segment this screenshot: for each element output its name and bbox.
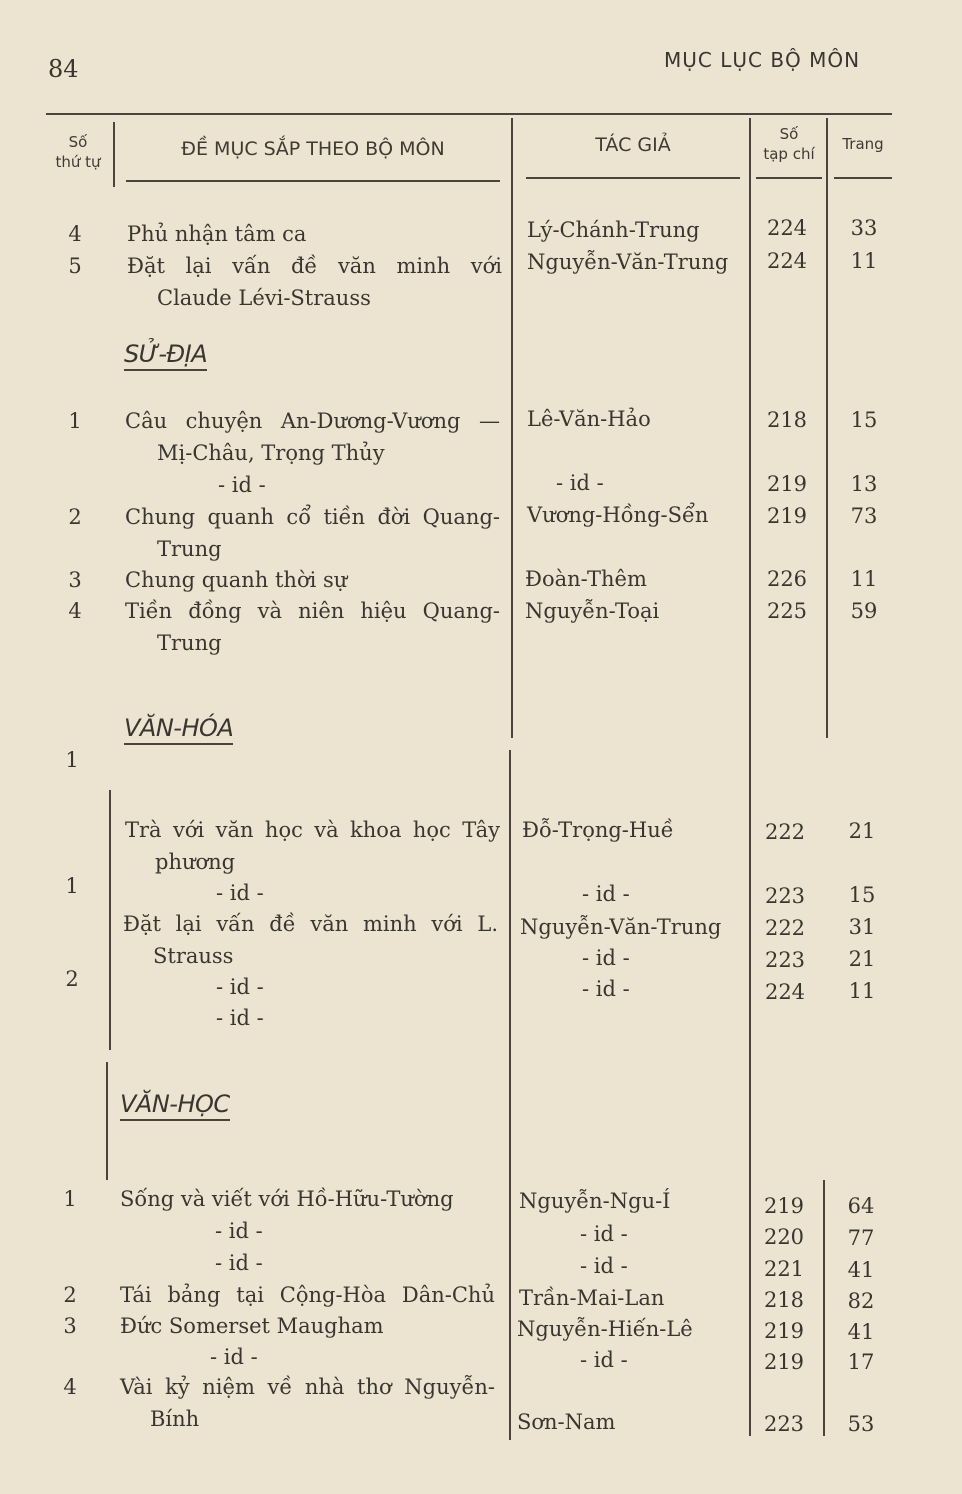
entry-index: 2 (63, 1283, 77, 1307)
entry-author-id: - id - (556, 471, 604, 495)
column-divider-issue (826, 118, 828, 738)
entry-issue: 222 (764, 820, 806, 844)
entry-title: Vài kỷ niệm về nhà thơ Nguyễn- (120, 1375, 495, 1399)
entry-page: 31 (848, 915, 876, 939)
header-title: ĐỀ MỤC SẮP THEO BỘ MÔN (181, 138, 445, 160)
entry-author: Vương-Hồng-Sển (527, 503, 709, 527)
entry-title: Sống và viết với Hồ-Hữu-Tường (120, 1187, 454, 1211)
entry-page: 73 (850, 504, 878, 528)
column-divider-index (113, 122, 115, 187)
entry-index: 5 (68, 254, 82, 278)
entry-index: 1 (68, 409, 82, 433)
entry-page: 82 (847, 1289, 875, 1313)
entry-author: Nguyễn-Ngu-Í (519, 1189, 671, 1213)
entry-page: 53 (847, 1412, 875, 1436)
entry-index: 2 (68, 505, 82, 529)
entry-page: 33 (850, 216, 878, 240)
header-underline-issue (756, 177, 822, 179)
entry-title-id: - id - (216, 975, 264, 999)
entry-title-continued: Mị-Châu, Trọng Thủy (157, 441, 385, 465)
entry-page: 17 (847, 1350, 875, 1374)
entry-title-id: - id - (210, 1345, 258, 1369)
entry-issue: 220 (763, 1225, 805, 1249)
entry-title: Câu chuyện An-Dương-Vương — (125, 409, 500, 433)
entry-page: 64 (847, 1194, 875, 1218)
entry-title-continued: Trung (157, 631, 222, 655)
entry-page: 59 (850, 599, 878, 623)
entry-title-id: - id - (216, 881, 264, 905)
entry-title-continued: Trung (157, 537, 222, 561)
entry-issue: 223 (764, 884, 806, 908)
entry-index: 1 (65, 874, 79, 898)
entry-author: Nguyễn-Toại (525, 599, 660, 623)
header-underline-title (126, 180, 500, 182)
header-issue (756, 124, 822, 164)
entry-title-id: - id - (215, 1219, 263, 1243)
entry-issue: 219 (763, 1319, 805, 1343)
entry-issue: 224 (766, 249, 808, 273)
section-heading-van-hoc: VĂN-HỌC (120, 1090, 230, 1121)
entry-page: 21 (848, 819, 876, 843)
entry-title: Tiền đồng và niên hiệu Quang- (125, 599, 500, 623)
entry-title: Đặt lại vấn đề văn minh với (127, 254, 502, 278)
entry-title: Phủ nhận tâm ca (127, 222, 307, 246)
entry-author-id: - id - (582, 946, 630, 970)
entry-issue: 219 (766, 472, 808, 496)
header-issue-line1: Số (779, 125, 799, 143)
entry-issue: 219 (763, 1350, 805, 1374)
entry-issue: 223 (764, 948, 806, 972)
entry-title-continued: phương (155, 850, 236, 874)
entry-page: 77 (847, 1226, 875, 1250)
entry-page: 11 (850, 567, 878, 591)
header-index (46, 132, 110, 172)
entry-author: Nguyễn-Văn-Trung (520, 915, 722, 939)
page-number: 84 (48, 55, 79, 83)
entry-author: Nguyễn-Hiến-Lê (517, 1317, 693, 1341)
entry-page: 41 (847, 1320, 875, 1344)
entry-index: 4 (68, 599, 82, 623)
entry-page: 11 (850, 249, 878, 273)
entry-title: Chung quanh thời sự (125, 568, 348, 592)
entry-author: Sơn-Nam (517, 1410, 616, 1434)
entry-title: Tái bảng tại Cộng-Hòa Dân-Chủ (120, 1283, 495, 1307)
header-underline-author (526, 177, 740, 179)
entry-issue: 218 (763, 1288, 805, 1312)
entry-issue: 226 (766, 567, 808, 591)
entry-index: 3 (63, 1314, 77, 1338)
entry-title-id: - id - (216, 1006, 264, 1030)
entry-author-id: - id - (580, 1222, 628, 1246)
entry-title-id: - id - (215, 1251, 263, 1275)
entry-issue: 221 (763, 1257, 805, 1281)
entry-title-id: - id - (218, 473, 266, 497)
section-heading-su-dia: SỬ-ĐỊA (124, 340, 207, 371)
entry-page: 15 (848, 883, 876, 907)
header-index-line2: thứ tự (55, 153, 101, 171)
entry-index: 1 (63, 1187, 77, 1211)
column-divider-title-lower (509, 750, 511, 1440)
column-divider-author (749, 118, 751, 1436)
entry-page: 11 (848, 979, 876, 1003)
column-divider-title (511, 118, 513, 738)
entry-author-id: - id - (580, 1254, 628, 1278)
entry-index: 4 (68, 222, 82, 246)
entry-title-continued: Strauss (153, 944, 234, 968)
entry-issue: 222 (764, 916, 806, 940)
header-underline-page (834, 177, 892, 179)
entry-issue: 225 (766, 599, 808, 623)
entry-author: Nguyễn-Văn-Trung (527, 250, 729, 274)
entry-issue: 223 (763, 1412, 805, 1436)
entry-issue: 219 (766, 504, 808, 528)
header-page: Trang (842, 135, 884, 153)
entry-page: 21 (848, 947, 876, 971)
entry-issue: 224 (766, 216, 808, 240)
entry-title: Trà với văn học và khoa học Tây (125, 818, 500, 842)
entry-issue: 224 (764, 980, 806, 1004)
entry-author-id: - id - (580, 1348, 628, 1372)
entry-index: 4 (63, 1375, 77, 1399)
entry-author-id: - id - (582, 977, 630, 1001)
entry-page: 15 (850, 408, 878, 432)
column-divider-index-bottom (106, 1062, 108, 1180)
header-author: TÁC GIẢ (595, 134, 671, 156)
entry-author: Lý-Chánh-Trung (527, 218, 700, 242)
entry-issue: 219 (763, 1194, 805, 1218)
entry-title: Chung quanh cổ tiền đời Quang- (125, 505, 500, 529)
entry-index: 1 (65, 748, 79, 772)
entry-index: 2 (65, 967, 79, 991)
entry-page: 41 (847, 1258, 875, 1282)
entry-index: 3 (68, 568, 82, 592)
section-heading-van-hoa: VĂN-HÓA (124, 714, 233, 745)
entry-issue: 218 (766, 408, 808, 432)
table-top-rule (46, 113, 892, 115)
entry-title: Đặt lại vấn đề văn minh với L. (123, 912, 498, 936)
header-issue-line2: tạp chí (763, 145, 815, 163)
entry-author-id: - id - (582, 882, 630, 906)
header-index-line1: Số (68, 133, 88, 151)
entry-title-continued: Claude Lévi-Strauss (157, 286, 371, 310)
running-head: MỤC LỤC BỘ MÔN (664, 48, 861, 72)
entry-page: 13 (850, 472, 878, 496)
entry-author: Trần-Mai-Lan (519, 1286, 665, 1310)
entry-author: Đoàn-Thêm (525, 567, 647, 591)
entry-author: Lê-Văn-Hảo (527, 407, 651, 431)
column-divider-page-lower (823, 1180, 825, 1436)
entry-title-continued: Bính (150, 1407, 200, 1431)
entry-author: Đỗ-Trọng-Huề (522, 818, 674, 842)
column-divider-index-lower (109, 790, 111, 1050)
entry-title: Đức Somerset Maugham (120, 1314, 384, 1338)
